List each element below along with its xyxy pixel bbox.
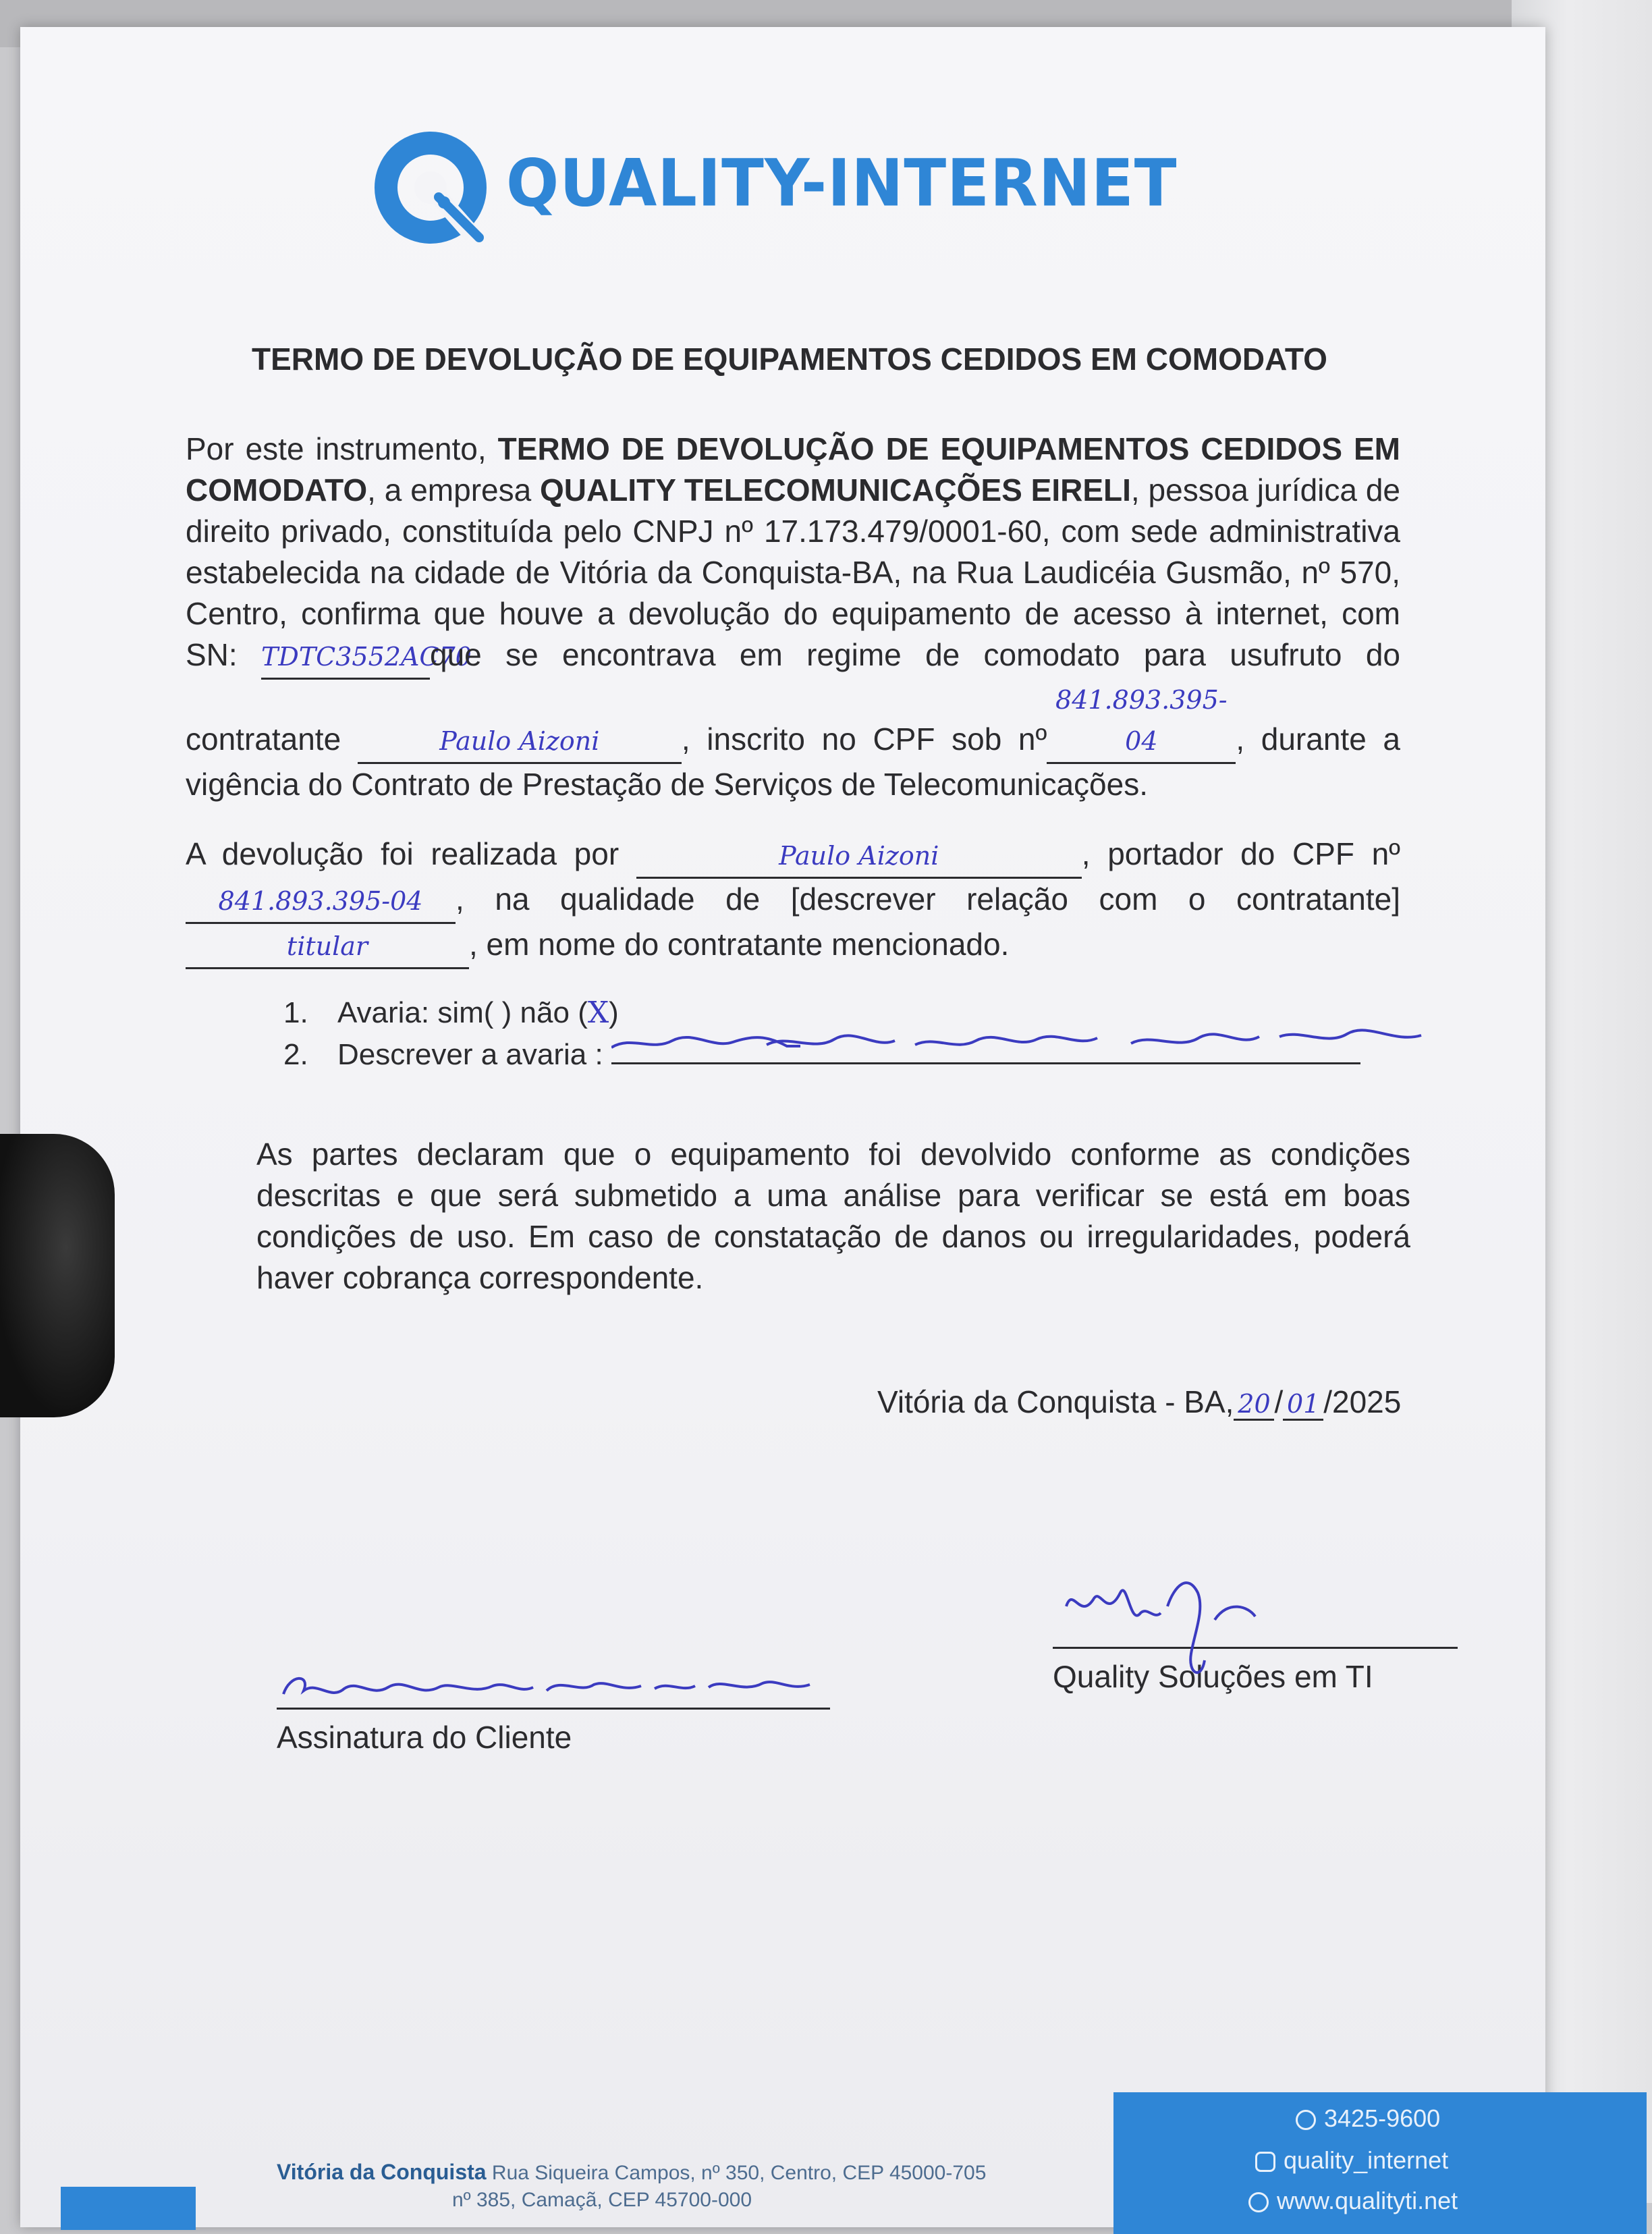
paragraph-return [186, 834, 1400, 969]
returned-by-field[interactable]: Paulo Aizoni [636, 836, 1082, 879]
footer-instagram[interactable] [1255, 2146, 1448, 2175]
avaria-close: ) [609, 996, 619, 1029]
p2-text-c: , na qualidade de [descrever relação com o contratante] [456, 881, 1400, 917]
list-number: 2. [283, 1038, 308, 1071]
p2-text-b: , portador do CPF nº [1081, 836, 1400, 871]
relation-field[interactable]: titular [186, 926, 469, 969]
place-and-date [877, 1384, 1401, 1421]
quality-signature-block [1053, 1573, 1458, 1695]
cpf-field[interactable]: 841.893.395-04 [1047, 680, 1236, 764]
p1-bold-company: QUALITY TELECOMUNICAÇÕES EIRELI [540, 472, 1131, 508]
footer-address-1: Rua Siqueira Campos, nº 350, Centro, CEP 45000-705 [486, 2162, 987, 2184]
client-signature-label: Assinatura do Cliente [277, 1720, 572, 1755]
globe-icon [1248, 2192, 1269, 2212]
paragraph-introduction [186, 429, 1400, 805]
avaria-checkbox-nao[interactable]: X [587, 996, 609, 1030]
finger-thumb [0, 1134, 115, 1417]
p2-text-d: , em nome do contratante mencionado. [469, 927, 1010, 962]
describe-damage-label: Descrever a avaria : [337, 1038, 611, 1071]
footer-left-band [61, 2187, 196, 2230]
footer-website[interactable] [1248, 2187, 1458, 2215]
list-item-avaria [283, 992, 1360, 1034]
p2-text-a: A devolução foi realizada por [186, 836, 636, 871]
company-logo [371, 121, 1178, 256]
p1-text-c: , a empresa [367, 472, 541, 508]
contratante-field[interactable]: Paulo Aizoni [358, 721, 682, 764]
p1-text-g: , inscrito no CPF sob nº [681, 721, 1047, 757]
footer-contact-band [1113, 2092, 1647, 2234]
instagram-icon [1255, 2152, 1275, 2172]
p1-text-a: Por este instrumento, [186, 431, 498, 466]
document-title: TERMO DE DEVOLUÇÃO DE EQUIPAMENTOS CEDIDOS EM COMODATO [252, 342, 1327, 377]
list-item-describe [283, 1034, 1360, 1076]
p1-text-f: que se encontrava em regime de comodato para usufruto do contratante [186, 637, 1400, 757]
footer-phone-text: 3425-9600 [1324, 2104, 1441, 2132]
p1-text-h: , durante a vigência do Contrato de Prestação de Serviços de Telecomunicações. [186, 721, 1401, 802]
paragraph-declaration: As partes declaram que o equipamento foi devolvido conforme as condições descritas e que será submetido a uma análise para verificar se está em boas condições de uso. Em caso de constatação de danos ou irregularidades, poderá haver cobrança correspondente. [256, 1137, 1410, 1295]
date-year: /2025 [1323, 1384, 1402, 1419]
date-day-field[interactable]: 20 [1234, 1389, 1274, 1421]
list-number: 1. [283, 996, 308, 1029]
serial-number-field[interactable]: TDTC3552AC70 [261, 636, 430, 680]
quality-signature-icon [1053, 1546, 1458, 1681]
date-separator: / [1274, 1384, 1284, 1419]
damage-list [283, 992, 1360, 1076]
p1-bold-term: TERMO DE DEVOLUÇÃO DE EQUIPAMENTOS CEDIDOS EM COMODATO [186, 431, 1401, 508]
footer-address [277, 2158, 986, 2214]
footer-website-text: www.qualityti.net [1277, 2187, 1458, 2214]
whatsapp-icon [1296, 2110, 1316, 2130]
date-month-field[interactable]: 01 [1283, 1389, 1323, 1421]
footer-address-line-1 [277, 2158, 986, 2187]
document-page [20, 27, 1545, 2227]
footer-city: Vitória da Conquista [277, 2160, 487, 2184]
quality-q-icon [371, 121, 499, 256]
date-city: Vitória da Conquista - BA, [877, 1384, 1234, 1419]
footer-instagram-text: quality_internet [1284, 2146, 1449, 2174]
footer-address-line-2: nº 385, Camaçã, CEP 45700-000 [452, 2189, 752, 2211]
quality-signature-label: Quality Soluções em TI [1053, 1659, 1373, 1694]
client-signature-line[interactable] [277, 1647, 830, 1710]
damage-description-field[interactable] [611, 1042, 1360, 1064]
returner-cpf-field[interactable]: 841.893.395-04 [186, 881, 456, 924]
client-signature-block [277, 1647, 830, 1755]
avaria-label: Avaria: sim( ) não ( [337, 996, 588, 1029]
scribble-strikeout-icon [611, 1029, 1435, 1056]
quality-signature-line[interactable] [1053, 1573, 1458, 1649]
logo-text: QUALITY-INTERNET [506, 145, 1178, 221]
client-signature-icon [277, 1640, 830, 1714]
footer-phone[interactable] [1296, 2104, 1440, 2133]
p1-text-e: , pessoa jurídica de direito privado, constituída pelo CNPJ nº 17.173.479/0001-60, com sede administrativa estabelecida na cidade de Vitória da Conquista-BA, na Rua Laudicéia Gusmão, nº 570, Centro, confirma que houve a devolução do equipamento de acesso à internet, com SN: [186, 472, 1400, 672]
